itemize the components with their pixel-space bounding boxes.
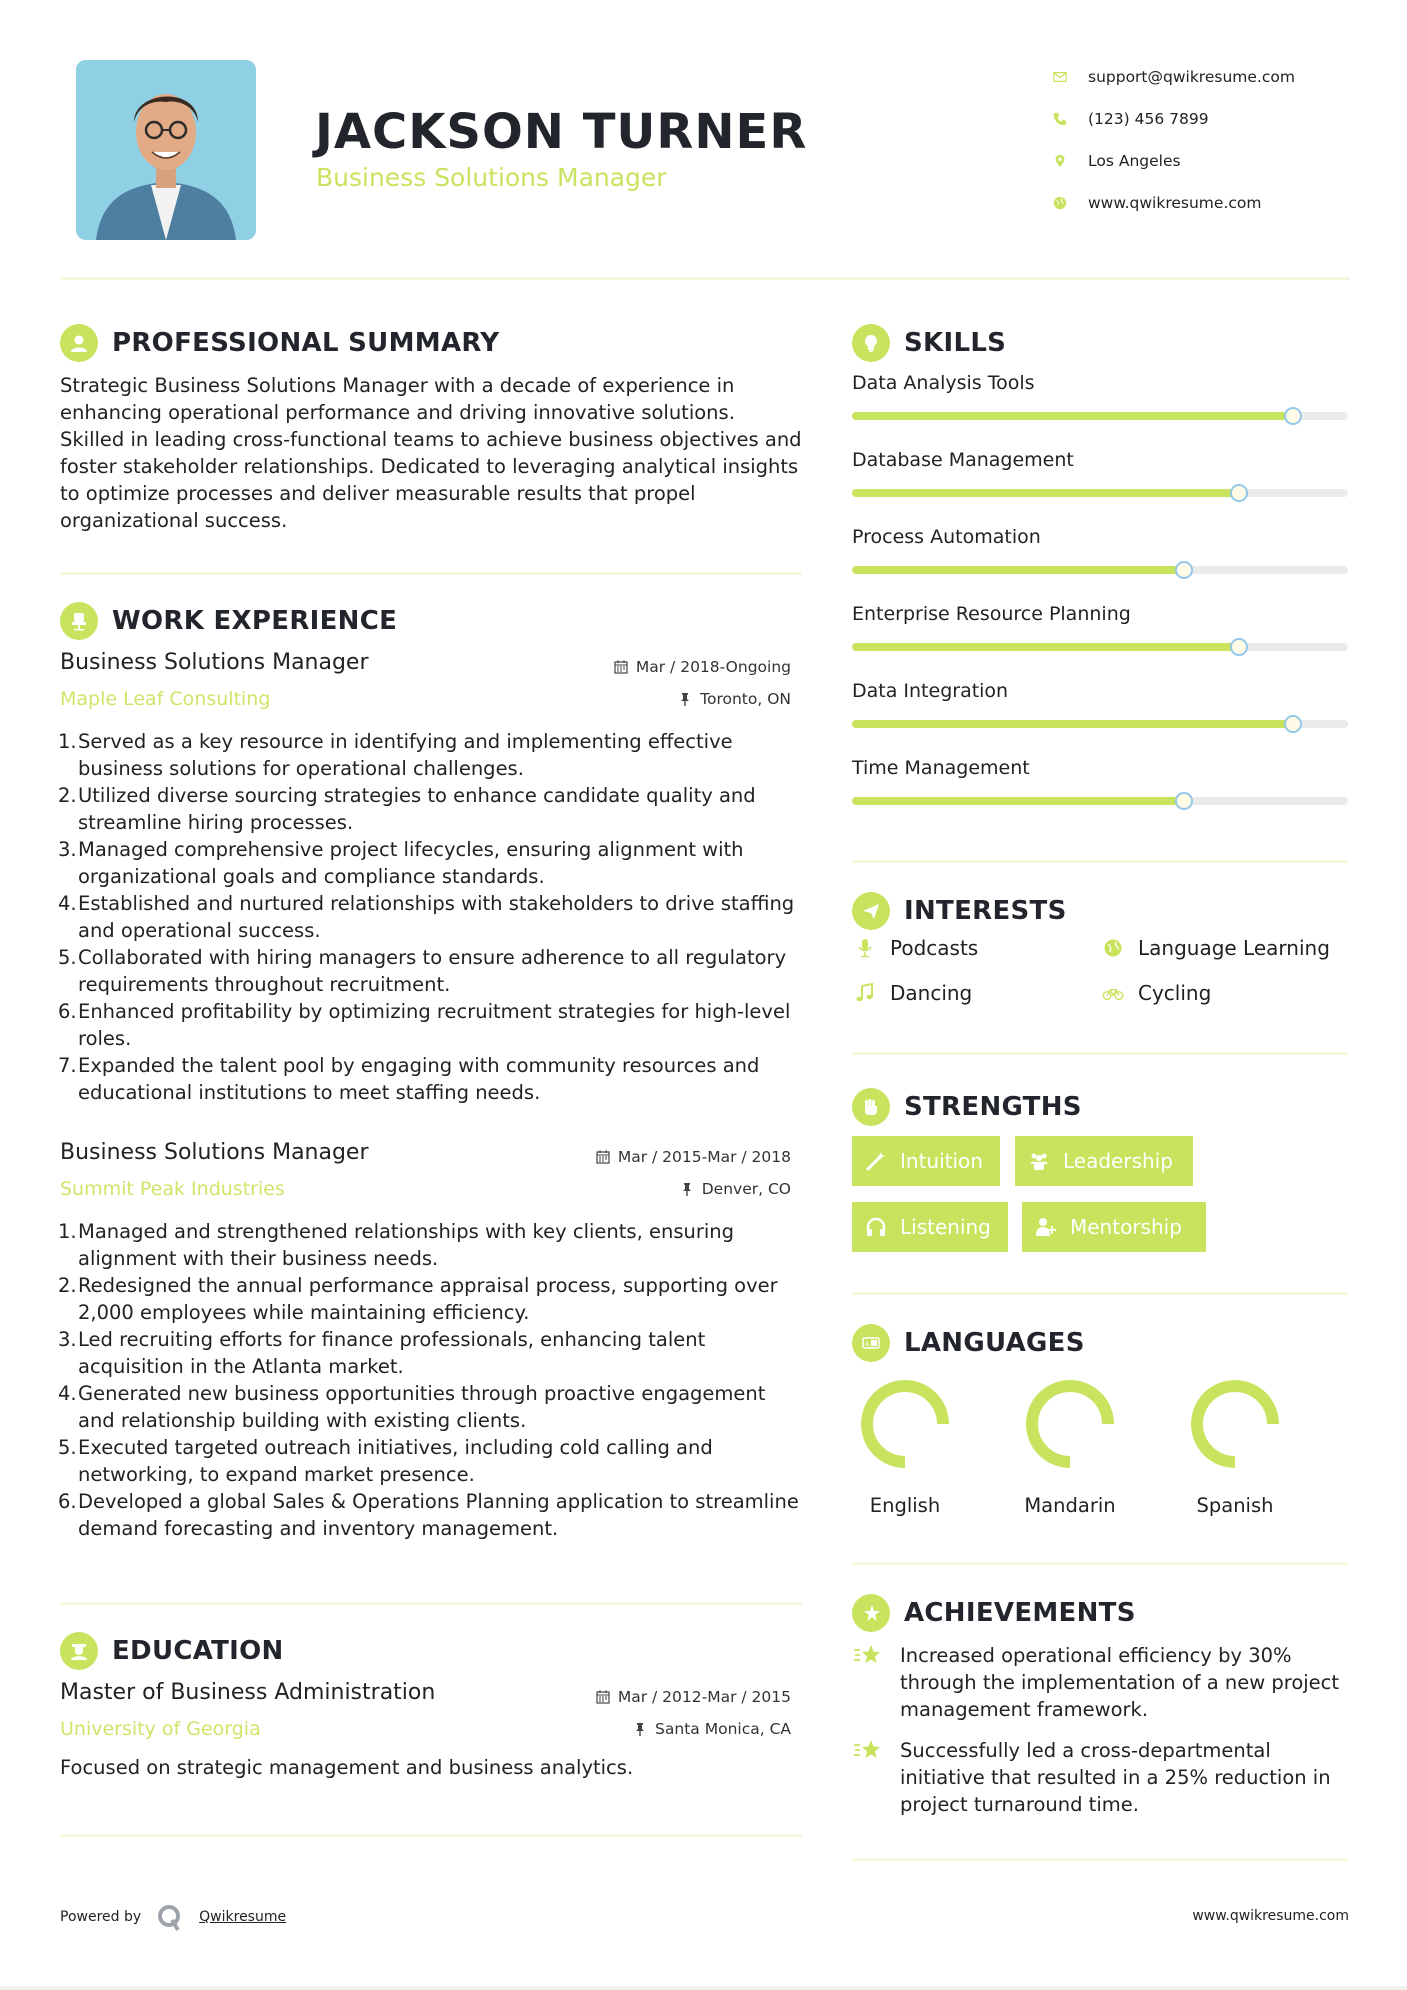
language-label: English <box>869 1494 941 1517</box>
skill-item <box>852 757 1348 805</box>
strengths-title: STRENGTHS <box>904 1092 1082 1122</box>
skill-fill <box>852 797 1184 805</box>
skills-heading <box>852 324 1006 362</box>
job-location <box>491 1180 791 1198</box>
thumbtack-icon <box>678 692 692 706</box>
paper-plane-icon <box>852 892 890 930</box>
language-item <box>1165 1378 1305 1517</box>
user-plus-icon <box>1034 1216 1058 1238</box>
bullet-item: Managed and strengthened relationships with key clients, ensuring alignment with their business needs. <box>78 1220 735 1270</box>
contact-location-text: Los Angeles <box>1088 152 1181 170</box>
calendar-icon <box>614 660 628 674</box>
calendar-icon <box>596 1150 610 1164</box>
language-label: Mandarin <box>1024 1494 1116 1517</box>
skill-knob <box>1175 561 1193 579</box>
contact-list <box>1052 56 1295 224</box>
skill-fill <box>852 643 1239 651</box>
globe-icon <box>1100 937 1126 959</box>
job-title: Business Solutions Manager <box>60 650 369 675</box>
strength-label: Intuition <box>900 1149 983 1173</box>
headphones-icon <box>864 1216 888 1238</box>
skill-label: Data Integration <box>852 680 1009 702</box>
language-progress-ring <box>859 1378 951 1470</box>
skill-label: Time Management <box>852 757 1030 779</box>
skill-label: Process Automation <box>852 526 1041 548</box>
job-title: Business Solutions Manager <box>60 1140 369 1165</box>
skill-label: Database Management <box>852 449 1074 471</box>
bullet-item: Developed a global Sales & Operations Planning application to streamline demand forecasting and inventory management. <box>78 1490 799 1540</box>
qwikresume-link[interactable]: Qwikresume <box>199 1909 287 1925</box>
languages-title: LANGUAGES <box>904 1328 1085 1358</box>
skill-slider <box>852 412 1348 420</box>
graduate-icon <box>60 1632 98 1670</box>
interest-item <box>852 936 978 960</box>
profile-photo <box>76 60 256 240</box>
bullet-item: Led recruiting efforts for finance professionals, enhancing talent acquisition in the Atlanta market. <box>78 1328 706 1378</box>
achievement-item <box>852 1642 1352 1723</box>
summary-divider <box>60 572 802 575</box>
education-dates-text: Mar / 2012-Mar / 2015 <box>617 1688 791 1706</box>
achievement-text: Successfully led a cross-departmental initiative that resulted in a 25% reduction in project turnaround time. <box>900 1739 1331 1816</box>
bullet-item: Utilized diverse sourcing strategies to enhance candidate quality and streamline hiring processes. <box>78 784 756 834</box>
skill-slider <box>852 797 1348 805</box>
calendar-icon <box>596 1690 610 1704</box>
page-bottom-edge <box>0 1986 1407 1990</box>
job-bullets <box>58 1218 800 1542</box>
map-pin-icon <box>1052 153 1068 169</box>
contact-email[interactable] <box>1052 56 1295 98</box>
shooting-star-icon <box>852 1642 884 1670</box>
interests-title: INTERESTS <box>904 896 1067 926</box>
job-dates <box>491 658 791 676</box>
education-dates <box>491 1688 791 1706</box>
microphone-icon <box>852 937 878 959</box>
strength-label: Listening <box>900 1215 991 1239</box>
achievements-title: ACHIEVEMENTS <box>904 1598 1136 1628</box>
strengths-divider <box>852 1292 1348 1295</box>
star-badge-icon <box>852 1594 890 1632</box>
bicycle-icon <box>1100 982 1126 1004</box>
contact-website-text: www.qwikresume.com <box>1088 194 1262 212</box>
summary-title: PROFESSIONAL SUMMARY <box>112 328 500 358</box>
language-progress-ring <box>1189 1378 1281 1470</box>
music-note-icon <box>852 982 878 1004</box>
skill-item <box>852 449 1348 497</box>
summary-heading <box>60 324 499 362</box>
language-item <box>835 1378 975 1517</box>
user-icon <box>60 324 98 362</box>
education-location-text: Santa Monica, CA <box>655 1720 791 1738</box>
strength-tag <box>852 1136 1000 1186</box>
experience-divider <box>60 1602 802 1605</box>
contact-location <box>1052 140 1295 182</box>
strength-label: Mentorship <box>1070 1215 1182 1239</box>
strength-label: Leadership <box>1063 1149 1173 1173</box>
skills-divider <box>852 860 1348 863</box>
interests-heading <box>852 892 1067 930</box>
education-description: Focused on strategic management and business analytics. <box>60 1756 634 1779</box>
bullet-item: Established and nurtured relationships with stakeholders to drive staffing and operational success. <box>78 892 795 942</box>
powered-by-label: Powered by <box>60 1909 142 1925</box>
skill-fill <box>852 566 1184 574</box>
language-progress-ring <box>1024 1378 1116 1470</box>
contact-email-text: support@qwikresume.com <box>1088 68 1295 86</box>
globe-icon <box>1052 195 1068 211</box>
skill-knob <box>1284 715 1302 733</box>
skill-item <box>852 680 1348 728</box>
strength-tag <box>852 1202 1008 1252</box>
interest-label: Cycling <box>1138 981 1212 1005</box>
interest-item <box>1100 981 1211 1005</box>
language-item <box>1000 1378 1140 1517</box>
skill-slider <box>852 489 1348 497</box>
job-dates-text: Mar / 2018-Ongoing <box>635 658 791 676</box>
bullet-item: Generated new business opportunities through proactive engagement and relationship building with existing clients. <box>78 1382 766 1432</box>
interest-label: Podcasts <box>890 936 979 960</box>
translate-icon <box>852 1324 890 1362</box>
bullet-item: Expanded the talent pool by engaging with community resources and educational institutions to meet staffing needs. <box>78 1054 760 1104</box>
job-dates <box>491 1148 791 1166</box>
candidate-name: JACKSON TURNER <box>315 104 808 160</box>
language-label: Spanish <box>1196 1494 1274 1517</box>
footer-powered-by <box>60 1902 286 1932</box>
skill-item <box>852 372 1348 420</box>
summary-text: Strategic Business Solutions Manager with a decade of experience in enhancing operational performance and driving innovative solutions. Skilled in leading cross-functional teams to achieve business objectives and foster stakeholder relationships. Dedicated to leveraging analytical insights to optimize processes and deliver measurable results that propel organizational success. <box>60 374 802 532</box>
bullet-item: Managed comprehensive project lifecycles, ensuring alignment with organizational goals and compliance standards. <box>78 838 744 888</box>
interest-label: Language Learning <box>1138 936 1330 960</box>
contact-phone-text: (123) 456 7899 <box>1088 110 1209 128</box>
education-title: EDUCATION <box>112 1636 284 1666</box>
skill-label: Enterprise Resource Planning <box>852 603 1131 625</box>
skill-item <box>852 603 1348 651</box>
job-dates-text: Mar / 2015-Mar / 2018 <box>617 1148 791 1166</box>
bullet-item: Enhanced profitability by optimizing recruitment strategies for high-level roles. <box>78 1000 791 1050</box>
job-company: Summit Peak Industries <box>60 1178 285 1200</box>
skill-knob <box>1230 484 1248 502</box>
skill-knob <box>1230 638 1248 656</box>
job-location <box>491 690 791 708</box>
interest-label: Dancing <box>890 981 973 1005</box>
experience-title: WORK EXPERIENCE <box>112 606 398 636</box>
job-location-text: Toronto, ON <box>700 690 791 708</box>
interest-item <box>852 981 972 1005</box>
shooting-star-icon <box>852 1737 884 1765</box>
magic-wand-icon <box>864 1150 888 1172</box>
skills-title: SKILLS <box>904 328 1007 358</box>
bullet-item: Executed targeted outreach initiatives, including cold calling and networking, to expand market presence. <box>78 1436 713 1486</box>
contact-phone[interactable] <box>1052 98 1295 140</box>
achievements-heading <box>852 1594 1136 1632</box>
school-name: University of Georgia <box>60 1718 261 1740</box>
office-chair-icon <box>60 602 98 640</box>
skill-slider <box>852 566 1348 574</box>
languages-heading <box>852 1324 1085 1362</box>
strength-tag <box>1015 1136 1193 1186</box>
skill-label: Data Analysis Tools <box>852 372 1035 394</box>
interests-divider <box>852 1052 1348 1055</box>
languages-divider <box>852 1562 1348 1565</box>
phone-icon <box>1052 111 1068 127</box>
portrait-image <box>76 60 256 240</box>
users-icon <box>1027 1150 1051 1172</box>
bullet-item: Collaborated with hiring managers to ensure adherence to all regulatory requirements throughout recruitment. <box>78 946 787 996</box>
strengths-heading <box>852 1088 1082 1126</box>
education-location <box>491 1720 791 1738</box>
achievement-item <box>852 1737 1352 1818</box>
header-divider <box>60 277 1350 280</box>
bullet-item: Redesigned the annual performance appraisal process, supporting over 2,000 employees while maintaining efficiency. <box>78 1274 778 1324</box>
lightbulb-icon <box>852 324 890 362</box>
job-bullets <box>58 728 800 1106</box>
job-company: Maple Leaf Consulting <box>60 688 271 710</box>
job-location-text: Denver, CO <box>701 1180 791 1198</box>
skill-knob <box>1284 407 1302 425</box>
skill-slider <box>852 643 1348 651</box>
degree-title: Master of Business Administration <box>60 1680 436 1705</box>
interest-item <box>1100 936 1330 960</box>
bullet-item: Served as a key resource in identifying and implementing effective business solutions for operational challenges. <box>78 730 733 780</box>
svg-text:A: A <box>865 1341 870 1348</box>
candidate-title: Business Solutions Manager <box>316 163 667 192</box>
envelope-icon <box>1052 69 1068 85</box>
skill-fill <box>852 720 1293 728</box>
achievements-divider <box>852 1858 1348 1861</box>
strength-tag <box>1022 1202 1206 1252</box>
fist-icon <box>852 1088 890 1126</box>
qwikresume-logo-icon <box>155 1902 185 1932</box>
skill-item <box>852 526 1348 574</box>
skill-knob <box>1175 792 1193 810</box>
skill-fill <box>852 412 1293 420</box>
footer-website-link[interactable]: www.qwikresume.com <box>1192 1908 1349 1924</box>
thumbtack-icon <box>633 1722 647 1736</box>
achievement-text: Increased operational efficiency by 30% through the implementation of a new project management framework. <box>900 1644 1340 1721</box>
contact-website[interactable] <box>1052 182 1295 224</box>
education-heading <box>60 1632 284 1670</box>
thumbtack-icon <box>680 1182 694 1196</box>
skill-fill <box>852 489 1239 497</box>
experience-heading <box>60 602 397 640</box>
skill-slider <box>852 720 1348 728</box>
education-divider <box>60 1834 802 1837</box>
